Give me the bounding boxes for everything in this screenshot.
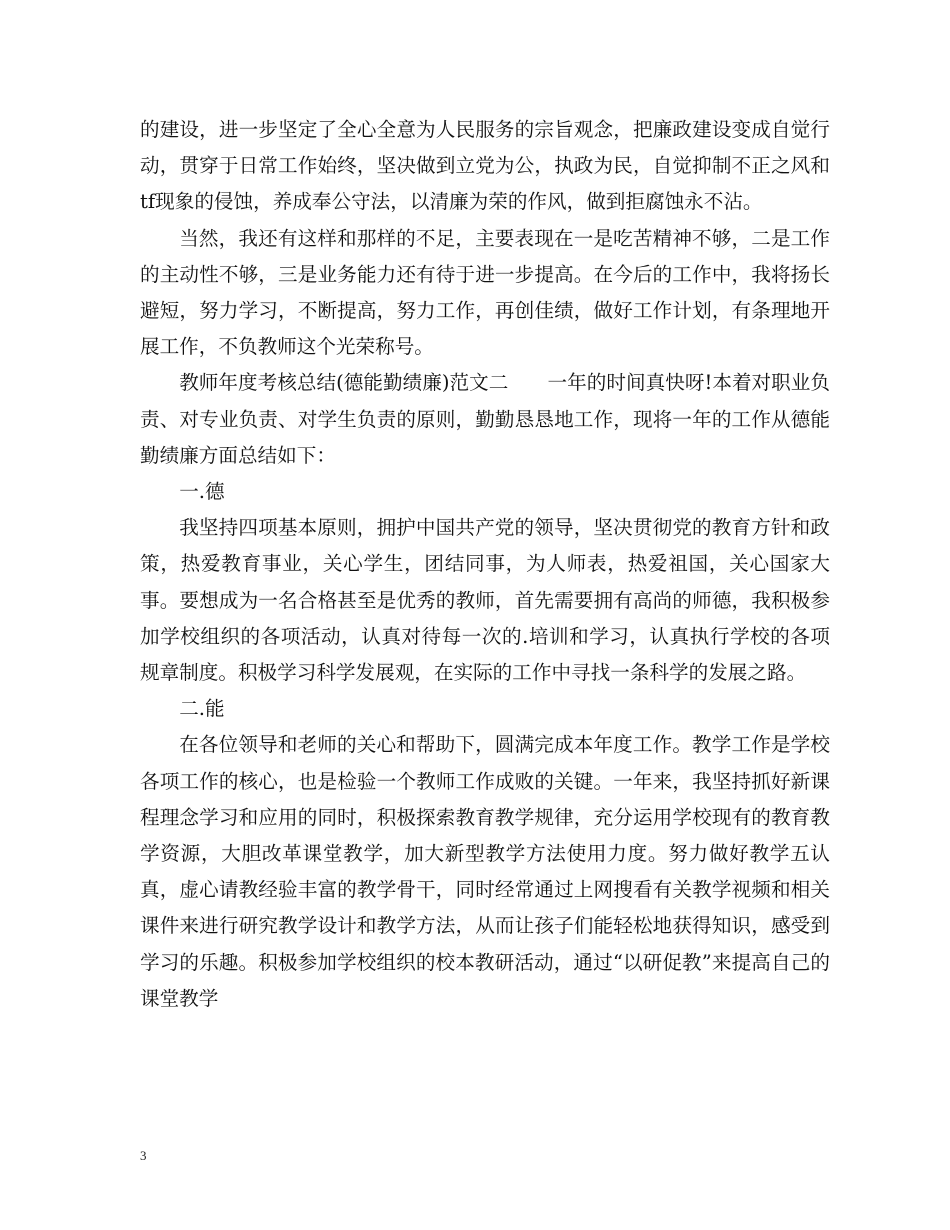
section-heading-de: 一.德 (179, 480, 225, 504)
document-body (140, 112, 830, 1017)
page-number: 3 (140, 1148, 147, 1163)
paragraph-sample-two-intro: 教师年度考核总结(德能勤绩廉)范文二 一年的时间真快呀!本着对职业负责、对专业负责、对学生负责的原则，勤勤恳恳地工作，现将一年的工作从德能勤绩廉方面总结如下： (140, 371, 830, 467)
paragraph-de: 我坚持四项基本原则，拥护中国共产党的领导，坚决贯彻党的教育方针和政策，热爱教育事业，关心学生，团结同事，为人师表，热爱祖国，关心国家大事。要想成为一名合格甚至是优秀的教师，首先需要拥有高尚的师德，我积极参加学校组织的各项活动，认真对待每一次的.培训和学习，认真执行学校的各项规章制度。积极学习科学发展观，在实际的工作中寻找一条科学的发展之路。 (140, 516, 830, 685)
paragraph-continuation: 的建设，进一步坚定了全心全意为人民服务的宗旨观念，把廉政建设变成自觉行动，贯穿于日常工作始终，坚决做到立党为公，执政为民，自觉抑制不正之风和tf现象的侵蚀，养成奉公守法，以清廉为荣的作风，做到拒腐蚀永不沾。 (140, 118, 830, 214)
paragraph-shortcomings: 当然，我还有这样和那样的不足，主要表现在一是吃苦精神不够，二是工作的主动性不够，三是业务能力还有待于进一步提高。在今后的工作中，我将扬长避短，努力学习，不断提高，努力工作，再创佳绩，做好工作计划，有条理地开展工作，不负教师这个光荣称号。 (140, 226, 830, 359)
paragraph-neng: 在各位领导和老师的关心和帮助下，圆满完成本年度工作。教学工作是学校各项工作的核心，也是检验一个教师工作成败的关键。一年来，我坚持抓好新课程理念学习和应用的同时，积极探索教育教学规律，充分运用学校现有的教育教学资源，大胆改革课堂教学，加大新型教学方法使用力度。努力做好教学五认真，虚心请教经验丰富的教学骨干，同时经常通过上网搜看有关教学视频和相关课件来进行研究教学设计和教学方法，从而让孩子们能轻松地获得知识，感受到学习的乐趣。积极参加学校组织的校本教研活动，通过“以研促教”来提高自己的课堂教学 (140, 733, 830, 1010)
section-heading-neng: 二.能 (179, 697, 225, 721)
